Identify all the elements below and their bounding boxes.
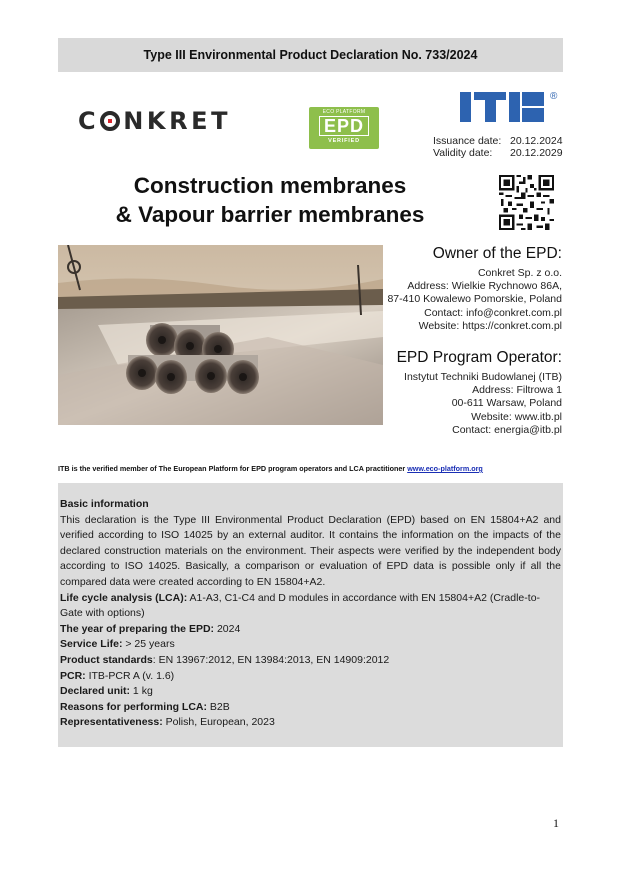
qr-code[interactable]: [499, 175, 554, 230]
owner-address-line-2: 87-410 Kowalewo Pomorskie, Poland: [387, 293, 562, 306]
epd-owner-block: [322, 244, 562, 333]
epd-verified-badge: [309, 107, 379, 149]
document-header: [58, 38, 563, 72]
basic-information-paragraph: This declaration is the Type III Environmental Product Declaration (EPD) based on EN 15804+A2 and verified according to ISO 14025 by an external auditor. It contains the information on the impacts of the declared construction materials on the environment. Their aspects were verified by the independent body according to ISO 14025. Basically, a comparison or evaluation of EPD data is possible only if all the compared data were created according to EN 15804+A2.: [60, 513, 561, 588]
owner-website[interactable]: Website: https://conkret.com.pl: [418, 319, 562, 332]
epd-badge-verified: VERIFIED: [328, 138, 360, 144]
info-item-year: The year of preparing the EPD: 2024: [60, 622, 241, 635]
page-number: 1: [553, 816, 559, 830]
info-item-declared-unit: Declared unit: 1 kg: [60, 685, 153, 698]
issuance-date-label: Issuance date:: [433, 135, 502, 147]
basic-information-title: Basic information: [60, 498, 149, 510]
validity-date-row: [433, 147, 563, 159]
info-item-reasons: Reasons for performing LCA: B2B: [60, 700, 230, 713]
owner-address-line-1: Address: Wielkie Rychnowo 86A,: [407, 280, 562, 293]
basic-information-panel: [58, 483, 563, 747]
info-item-service-life: Service Life: > 25 years: [60, 638, 175, 651]
epd-badge-eco-platform: ECO PLATFORM: [322, 109, 366, 115]
document-header-title: Type III Environmental Product Declaration No. 733/2024: [143, 48, 478, 62]
conkret-logo-o-mark: [100, 111, 120, 131]
product-title-line-2: & Vapour barrier membranes: [115, 202, 425, 227]
conkret-logo: [78, 108, 264, 134]
program-operator-block: [322, 348, 562, 437]
eco-platform-link[interactable]: www.eco-platform.org: [407, 464, 483, 473]
owner-company: Conkret Sp. z o.o.: [477, 267, 562, 279]
operator-name: Instytut Techniki Budowlanej (ITB): [404, 371, 562, 383]
info-item-product-standards: Product standards: EN 13967:2012, EN 13984:2013, EN 14909:2012: [60, 653, 390, 666]
program-operator-heading: EPD Program Operator:: [396, 349, 562, 366]
validity-date-value: 20.12.2029: [510, 147, 563, 159]
owner-contact[interactable]: Contact: info@conkret.com.pl: [424, 306, 562, 319]
issuance-date-row: [433, 135, 563, 147]
epd-owner-heading: Owner of the EPD:: [432, 245, 562, 262]
epd-badge-epd: EPD: [319, 116, 369, 136]
operator-website[interactable]: Website: www.itb.pl: [471, 410, 562, 423]
info-item-pcr: PCR: ITB-PCR A (v. 1.6): [60, 669, 175, 682]
product-title: [60, 171, 480, 229]
operator-address: Address: Filtrowa 1: [472, 384, 562, 397]
operator-contact[interactable]: Contact: energia@itb.pl: [452, 423, 562, 436]
conkret-logo-c: C: [78, 107, 100, 135]
conkret-logo-rest: NKRET: [123, 107, 232, 135]
info-item-lca: Life cycle analysis (LCA): A1-A3, C1-C4 and D modules in accordance with EN 15804+A2 (Cradle-to-Gate with options): [60, 591, 541, 620]
itb-member-note: [58, 464, 563, 473]
issuance-date-value: 20.12.2024: [510, 135, 563, 147]
operator-city: 00-611 Warsaw, Poland: [451, 397, 562, 410]
itb-logo: [458, 86, 562, 128]
validity-date-label: Validity date:: [433, 147, 493, 159]
itb-registered-mark: ®: [550, 91, 558, 102]
info-item-representativeness: Representativeness: Polish, European, 2023: [60, 716, 275, 729]
product-title-line-1: Construction membranes: [133, 173, 407, 198]
member-note-text: ITB is the verified member of The European Platform for EPD program operators and LCA practitioner: [58, 464, 408, 473]
